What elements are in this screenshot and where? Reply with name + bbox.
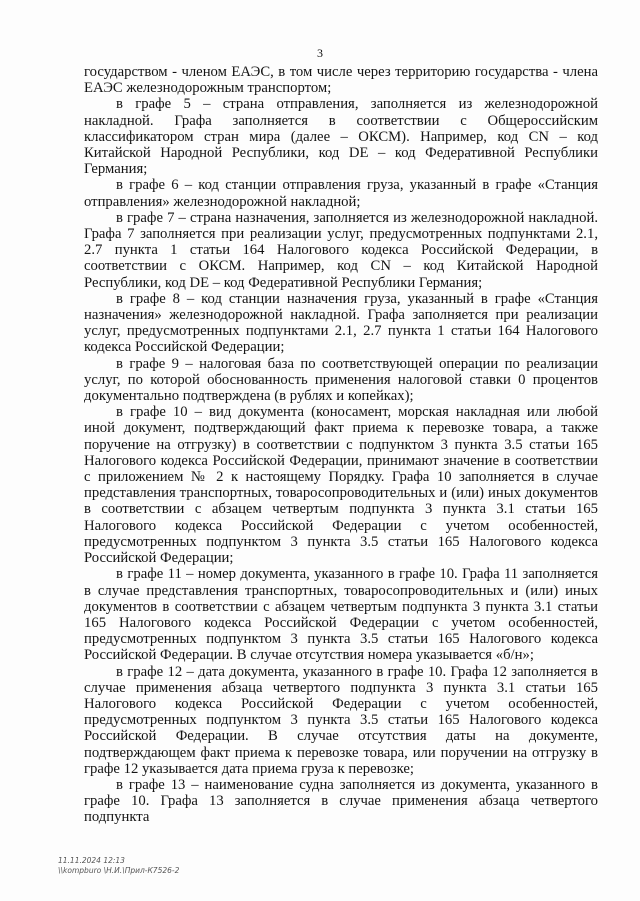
paragraph-2: в графе 5 – страна отправления, заполняется из железнодорожной накладной. Графа заполняется в соответствии с Общероссийским классификатором стран мира (далее – ОКСМ). Например, код CN – код Китайской Народной Республики, код DE – код Федеративной Республики Германия; xyxy=(84,96,598,178)
page-number: 3 xyxy=(317,46,323,60)
paragraph-4: в графе 7 – страна назначения, заполняется из железнодорожной накладной. Графа 7 заполняется при реализации услуг, предусмотренных подпунктами 2.1, 2.7 пункта 1 статьи 164 Налогового кодекса Российской Федерации, в соответствии с ОКСМ. Например, код CN – код Китайской Народной Республики, код DE – код Федеративной Республики Германия; xyxy=(84,209,598,291)
paragraph-6: в графе 9 – налоговая база по соответствующей операции по реализации услуг, по которой обоснованность применения налоговой ставки 0 процентов документально подтверждена (в рублях и копейках); xyxy=(84,355,598,405)
paragraph-7: в графе 10 – вид документа (коносамент, морская накладная или любой иной документ, подтверждающий факт приема к перевозке товара, а также поручение на отгрузку) в соответствии с подпунктом 3 пункта 3.5 статьи 165 Налогового кодекса Российской Федерации, принимают значение в соответствии с приложением № 2 к настоящему Порядку. Графа 10 заполняется в случае представления транспортных, товаросопроводительных и (или) иных документов в соответствии с абзацем четвертым подпункта 3 пункта 3.1 статьи 165 Налогового кодекса Российской Федерации с учетом особенностей, предусмотренных подпунктом 3 пункта 3.5 статьи 165 Налогового кодекса Российской Федерации; xyxy=(84,404,598,567)
paragraph-10: в графе 13 – наименование судна заполняется из документа, указанного в графе 10. Графа 13 заполняется в случае применения абзаца четвертого подпункта xyxy=(84,776,598,826)
paragraph-3: в графе 6 – код станции отправления груза, указанный в графе «Станция отправления» железнодорожной накладной; xyxy=(84,177,598,210)
paragraph-1: государством - членом ЕАЭС, в том числе через территорию государства - члена ЕАЭС железнодорожным транспортом; xyxy=(84,64,598,97)
footer-timestamp: 11.11.2024 12:13 xyxy=(58,856,125,865)
document-body xyxy=(84,64,598,826)
paragraph-5: в графе 8 – код станции назначения груза, указанный в графе «Станция назначения» железнодорожной накладной. Графа заполняется при реализации услуг, предусмотренных подпунктами 2.1, 2.7 пункта 1 статьи 164 Налогового кодекса Российской Федерации; xyxy=(84,290,598,356)
footer-stamp xyxy=(58,856,179,876)
paragraph-8: в графе 11 – номер документа, указанного в графе 10. Графа 11 заполняется в случае представления транспортных, товаросопроводительных и (или) иных документов в соответствии с абзацем четвертым подпункта 3 пункта 3.1 статьи 165 Налогового кодекса Российской Федерации с учетом особенностей, предусмотренных подпунктом 3 пункта 3.5 статьи 165 Налогового кодекса Российской Федерации. В случае отсутствия номера указывается «б/н»; xyxy=(84,566,598,664)
paragraph-9: в графе 12 – дата документа, указанного в графе 10. Графа 12 заполняется в случае применения абзаца четвертого подпункта 3 пункта 3.1 статьи 165 Налогового кодекса Российской Федерации с учетом особенностей, предусмотренных подпунктом 3 пункта 3.5 статьи 165 Налогового кодекса Российской Федерации. В случае отсутствия даты на документе, подтверждающем факт приема к перевозке товара, или поручении на отгрузку в графе 12 указывается дата приема груза к перевозке; xyxy=(84,663,598,777)
footer-file-path: \\kompburo \Н.И.\Прил-К7526-2 xyxy=(58,866,180,875)
